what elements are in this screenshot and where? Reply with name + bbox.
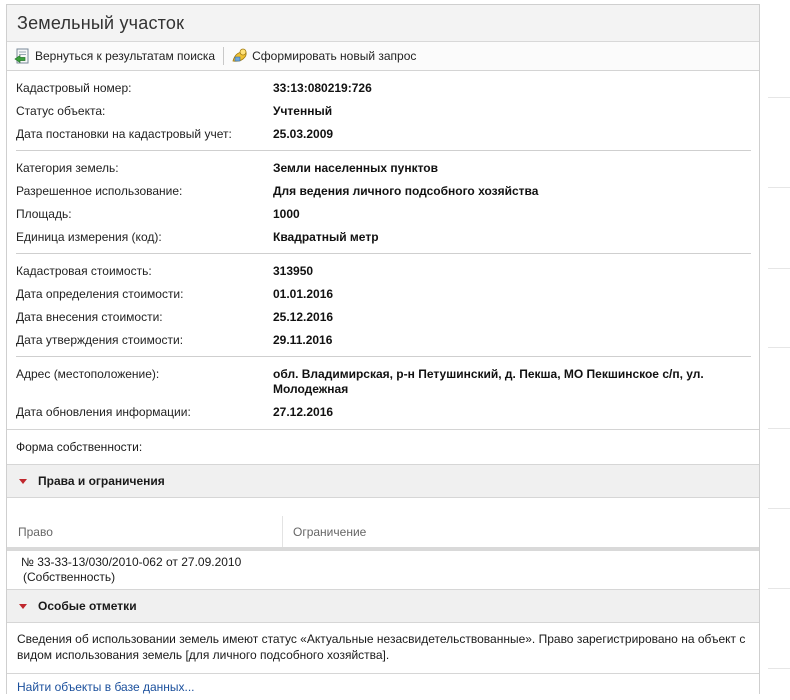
attribute-value: Квадратный метр: [273, 229, 379, 244]
rights-table: [7, 516, 759, 589]
back-arrow-icon: [14, 47, 32, 65]
attribute-value: Земли населенных пунктов: [273, 160, 439, 175]
attribute-label: Статус объекта:: [16, 103, 106, 118]
gutter-divider: [768, 668, 790, 669]
attribute-label: Дата утверждения стоимости:: [16, 332, 184, 347]
attribute-value: 27.12.2016: [273, 404, 334, 419]
group-divider: [16, 356, 751, 357]
attribute-label: Дата обновления информации:: [16, 404, 191, 419]
attribute-group-address: [16, 362, 751, 423]
toolbar-divider: [223, 47, 224, 65]
attribute-value: 29.11.2016: [273, 332, 333, 347]
gutter-divider: [768, 268, 790, 269]
rights-section-title: Права и ограничения: [38, 474, 165, 488]
attribute-row: [16, 225, 751, 248]
notes-text: Сведения об использовании земель имеют статус «Актуальные незасвидетельствованные». Право зарегистрировано на объект с видом использования земель [для личного подсобного хозяйства].: [17, 632, 746, 662]
attribute-value: Для ведения личного подсобного хозяйства: [273, 183, 539, 198]
attribute-value: 25.03.2009: [273, 126, 334, 141]
attribute-row: [16, 328, 751, 351]
gutter-divider: [768, 428, 790, 429]
expand-triangle-icon: [19, 604, 27, 609]
attribute-group-land: [16, 156, 751, 248]
back-to-results-label: Вернуться к результатам поиска: [35, 49, 216, 63]
gutter-divider: [768, 187, 790, 188]
attribute-label: Кадастровая стоимость:: [16, 263, 152, 278]
column-header-restriction: Ограничение: [282, 516, 366, 547]
expand-triangle-icon: [19, 479, 27, 484]
attribute-row: [16, 99, 751, 122]
attribute-value: 01.01.2016: [273, 286, 334, 301]
attribute-row: [16, 282, 751, 305]
gutter-divider: [768, 588, 790, 589]
group-divider: [16, 253, 751, 254]
attribute-group-identity: [16, 71, 751, 145]
attribute-label: Категория земель:: [16, 160, 119, 175]
back-to-results-button[interactable]: [14, 47, 215, 65]
attribute-label: Адрес (местоположение):: [16, 367, 160, 381]
attribute-group-cost: [16, 259, 751, 351]
attribute-row: [16, 362, 751, 400]
attribute-row: [16, 400, 751, 423]
notes-section-header[interactable]: [7, 589, 759, 623]
attribute-row: [16, 202, 751, 225]
attribute-label: Дата определения стоимости:: [16, 286, 184, 301]
gutter-divider: [768, 347, 790, 348]
attribute-label: Разрешенное использование:: [16, 183, 183, 198]
attribute-row: [16, 305, 751, 328]
rights-table-header: [7, 516, 759, 551]
attribute-row: [16, 259, 751, 282]
attribute-value: 1000: [273, 206, 300, 221]
title-bar: [7, 5, 759, 42]
attribute-value: Учтенный: [273, 103, 333, 118]
attribute-row: [16, 76, 751, 99]
new-query-icon: [231, 47, 249, 65]
page-title: Земельный участок: [17, 12, 185, 33]
attribute-value: обл. Владимирская, р-н Петушинский, д. Пекша, МО Пекшинское с/п, ул. Молодежная: [273, 367, 704, 396]
attribute-label: Площадь:: [16, 206, 72, 221]
new-query-label: Сформировать новый запрос: [252, 49, 417, 63]
right-type: (Собственность): [23, 570, 116, 584]
table-row: [7, 551, 759, 589]
column-header-right: Право: [18, 524, 53, 539]
attribute-label: Кадастровый номер:: [16, 80, 132, 95]
group-divider: [16, 150, 751, 151]
notes-section-title: Особые отметки: [38, 599, 137, 613]
right-gutter: [768, 0, 790, 676]
toolbar: [7, 42, 759, 71]
attribute-value: 25.12.2016: [273, 309, 334, 324]
attribute-value: 313950: [273, 263, 314, 278]
attribute-row: [16, 179, 751, 202]
bottom-link[interactable]: Найти объекты в базе данных...: [7, 673, 759, 700]
attribute-value: 33:13:080219:726: [273, 80, 372, 95]
right-registration: № 33-33-13/030/2010-062 от 27.09.2010: [21, 555, 242, 569]
rights-section-header[interactable]: [7, 464, 759, 498]
attribute-label: Дата внесения стоимости:: [16, 309, 163, 324]
gutter-divider: [768, 97, 790, 98]
object-attributes: [7, 71, 759, 429]
attribute-row: [16, 156, 751, 179]
ownership-label: Форма собственности:: [16, 440, 143, 454]
gutter-divider: [768, 508, 790, 509]
attribute-label: Единица измерения (код):: [16, 229, 162, 244]
new-query-button[interactable]: [231, 47, 416, 65]
attribute-label: Дата постановки на кадастровый учет:: [16, 126, 232, 141]
ownership-row: [7, 429, 759, 464]
attribute-row: [16, 122, 751, 145]
object-info-panel: [6, 4, 760, 694]
